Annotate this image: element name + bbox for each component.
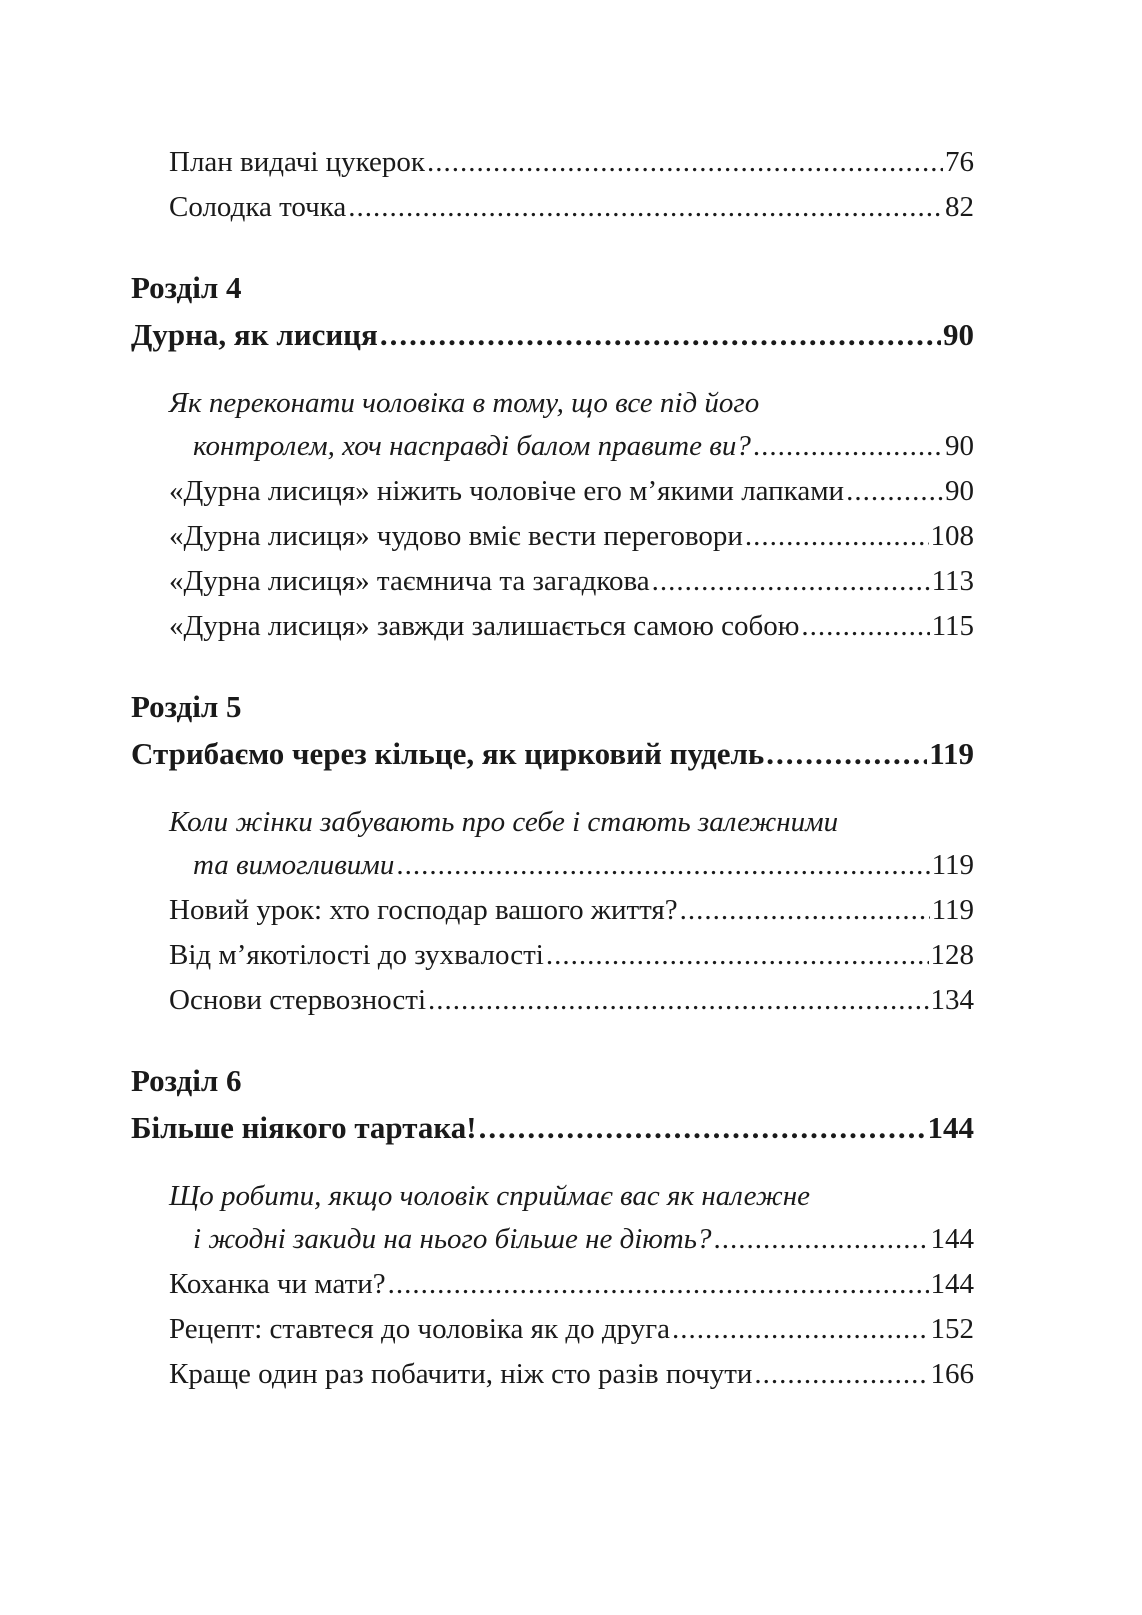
entry-title: Основи стервозності (169, 984, 427, 1016)
toc-entry[interactable] (131, 1262, 974, 1307)
page-number: 108 (930, 520, 974, 552)
chapter-label: Розділ 5 (131, 689, 242, 724)
page-number: 119 (929, 736, 974, 771)
entry-title: Краще один раз побачити, ніж сто разів почути (169, 1358, 753, 1390)
entry-title: «Дурна лисиця» таємнича та загадкова (169, 565, 650, 597)
entry-title: План видачі цукерок (169, 146, 425, 178)
page-number: 82 (945, 191, 974, 223)
chapter-label: Розділ 4 (131, 270, 242, 305)
chapter-intro-entry[interactable] (131, 382, 974, 469)
intro-line-1: Що робити, якщо чоловік сприймає вас як належне (169, 1180, 810, 1212)
dot-leader (380, 310, 941, 360)
dot-leader (766, 729, 927, 779)
chapter-title-entry[interactable] (131, 310, 974, 360)
toc-entry[interactable] (131, 1307, 974, 1352)
entry-title: Новий урок: хто господар вашого життя? (169, 894, 678, 926)
toc-entry[interactable] (131, 978, 974, 1023)
page-number: 134 (930, 984, 974, 1016)
dot-leader (754, 1352, 928, 1397)
page-number: 144 (930, 1268, 974, 1300)
toc-entry[interactable] (131, 888, 974, 933)
dot-leader (396, 843, 929, 888)
dot-leader (753, 424, 943, 469)
dot-leader (680, 888, 930, 933)
chapter-label: Розділ 6 (131, 1063, 242, 1098)
entry-title: «Дурна лисиця» завжди залишається самою собою (169, 610, 800, 642)
intro-line-2: і жодні закиди на нього більше не діють? (193, 1223, 712, 1255)
toc-entry[interactable] (131, 604, 974, 649)
dot-leader (713, 1217, 928, 1262)
chapter-title-entry[interactable] (131, 729, 974, 779)
toc-entry[interactable] (131, 1352, 974, 1397)
toc-entry[interactable] (131, 933, 974, 978)
chapter-6 (131, 1059, 974, 1397)
entry-title: «Дурна лисиця» ніжить чоловіче его м’якими лапками (169, 475, 845, 507)
dot-leader (846, 469, 943, 514)
page-number: 166 (930, 1358, 974, 1390)
chapter-4 (131, 266, 974, 649)
page-number: 90 (945, 475, 974, 507)
page-number: 128 (930, 939, 974, 971)
chapter-title: Дурна, як лисиця (131, 317, 378, 352)
page-number: 90 (943, 317, 974, 352)
table-of-contents (131, 140, 974, 1397)
dot-leader (801, 604, 929, 649)
toc-entry[interactable] (131, 559, 974, 604)
dot-leader (652, 559, 930, 604)
toc-entry[interactable] (131, 469, 974, 514)
dot-leader (546, 933, 929, 978)
page-number: 115 (931, 610, 974, 642)
entry-title: Солодка точка (169, 191, 347, 223)
intro-line-2: та вимогливими (193, 849, 395, 881)
toc-entry[interactable] (131, 514, 974, 559)
entry-title: Від м’якотілості до зухвалості (169, 939, 544, 971)
page-number: 119 (931, 849, 974, 881)
chapter-title: Стрибаємо через кільце, як цирковий пудель (131, 736, 765, 771)
chapter-5 (131, 685, 974, 1023)
dot-leader (479, 1103, 926, 1153)
toc-entry[interactable] (131, 185, 974, 230)
dot-leader (745, 514, 929, 559)
intro-line-2: контролем, хоч насправді балом правите ви? (193, 430, 751, 462)
entry-title: Коханка чи мати? (169, 1268, 386, 1300)
page-number: 144 (927, 1110, 974, 1145)
dot-leader (428, 978, 928, 1023)
chapter-intro-entry[interactable] (131, 801, 974, 888)
page-number: 144 (930, 1223, 974, 1255)
page-number: 76 (945, 146, 974, 178)
dot-leader (427, 140, 943, 185)
chapter-title: Більше ніякого тартака! (131, 1110, 477, 1145)
dot-leader (672, 1307, 928, 1352)
dot-leader (348, 185, 943, 230)
intro-line-1: Коли жінки забувають про себе і стають залежними (169, 806, 839, 838)
chapter-title-entry[interactable] (131, 1103, 974, 1153)
toc-entry[interactable] (131, 140, 974, 185)
page-number: 90 (945, 430, 974, 462)
dot-leader (388, 1262, 929, 1307)
page-number: 113 (931, 565, 974, 597)
chapter-intro-entry[interactable] (131, 1175, 974, 1262)
entry-title: «Дурна лисиця» чудово вміє вести переговори (169, 520, 743, 552)
intro-line-1: Як переконати чоловіка в тому, що все під його (169, 387, 760, 419)
page-number: 152 (930, 1313, 974, 1345)
page-number: 119 (931, 894, 974, 926)
entry-title: Рецепт: ставтеся до чоловіка як до друга (169, 1313, 671, 1345)
